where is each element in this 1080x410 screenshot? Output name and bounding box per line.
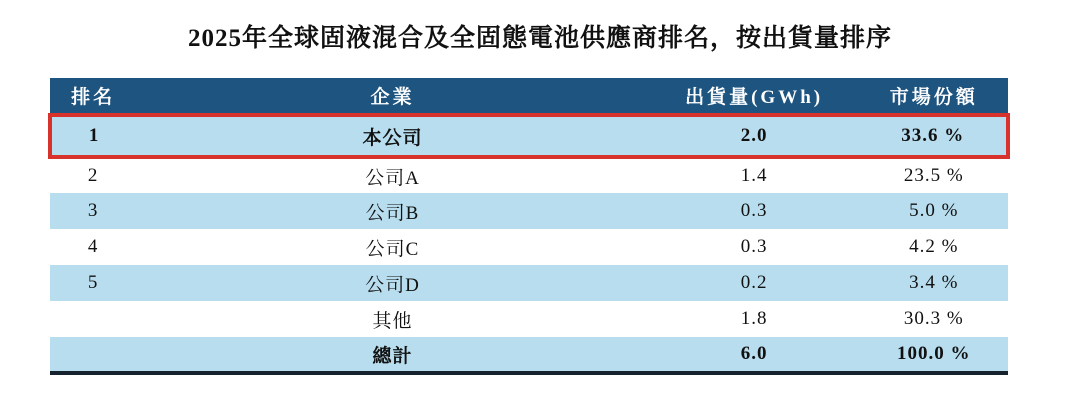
shipment-cell: 1.4 [740,165,768,186]
company-cell: 公司D [136,265,649,301]
table-row [50,193,1008,229]
company-cell: 本公司 [136,115,649,157]
share-cell: 23.5 % [903,165,964,186]
col-header-market-share: 市場份額 [860,78,1009,115]
company-cell: 公司B [136,193,649,229]
rank-cell: 2 [87,165,99,186]
rank-cell: 1 [50,115,136,157]
page-title: 2025年全球固液混合及全固態電池供應商排名，按出貨量排序 [187,25,892,52]
company-cell: 公司A [365,167,420,189]
share-cell: 4.2 % [909,236,959,257]
company-cell: 其他 [372,310,413,332]
share-cell: 33.6 % [860,115,1009,157]
col-header-rank: 排名 [50,78,136,115]
company-cell: 公司C [365,238,420,260]
table-row-highlighted [50,115,1008,157]
table-row [50,157,1008,193]
company-cell: 總計 [136,337,649,373]
rank-cell: 3 [50,193,136,229]
shipment-cell: 2.0 [649,115,860,157]
rank-cell [50,301,136,337]
table-row [50,301,1008,337]
table-row-total [50,337,1008,373]
share-cell: 5.0 % [860,193,1009,229]
shipment-cell: 1.8 [740,308,768,329]
shipment-cell: 0.3 [649,193,860,229]
shipment-cell: 6.0 [649,337,860,373]
shipment-cell: 0.3 [740,236,768,257]
share-cell: 3.4 % [860,265,1009,301]
rank-cell: 5 [50,265,136,301]
rank-cell [50,337,136,373]
table-row [50,265,1008,301]
table-row [50,229,1008,265]
shipment-cell: 0.2 [649,265,860,301]
share-cell: 30.3 % [903,308,964,329]
ranking-table [48,78,1010,375]
rank-cell: 4 [87,236,99,257]
col-header-shipment: 出貨量(GWh) [649,78,860,115]
col-header-company: 企業 [136,78,649,115]
share-cell: 100.0 % [860,337,1009,373]
header-row [50,78,1008,115]
